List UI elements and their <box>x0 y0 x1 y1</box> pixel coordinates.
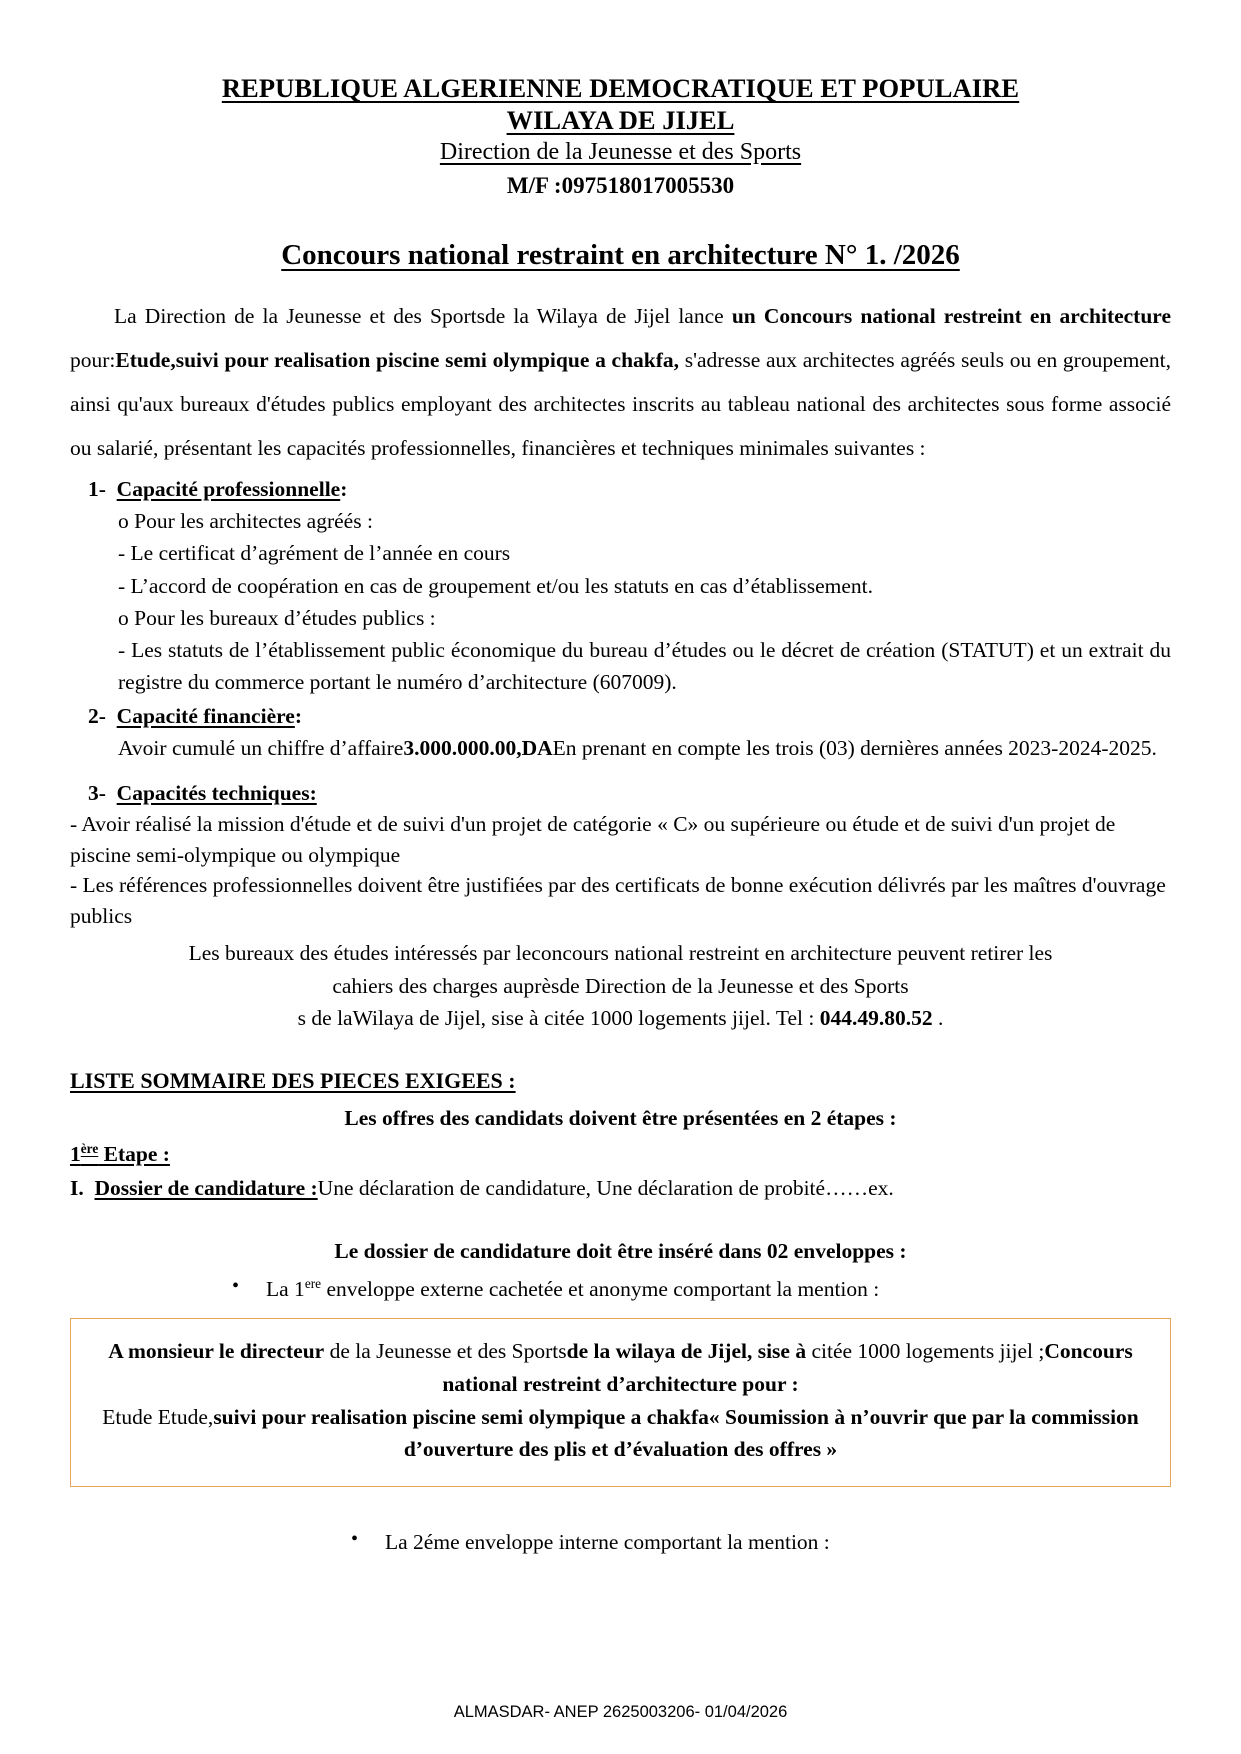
section-2-body <box>70 732 1171 764</box>
retrieval-phone: 044.49.80.52 <box>819 1005 933 1030</box>
section-3-line-2: - Les références professionnelles doivent être justifiées par des certificats de bonne exécution délivrés par les maîtres d'ouvrage publics <box>70 873 1166 928</box>
enveloppes-instruction: Le dossier de candidature doit être inséré dans 02 enveloppes : <box>334 1239 907 1264</box>
section-1-line-3: - L’accord de coopération en cas de groupement et/ou les statuts en cas d’établissement. <box>118 573 874 598</box>
retrieval-info-block <box>70 937 1171 1034</box>
box-concours-bold: Concours national restreint d’architecture pour : <box>442 1339 1133 1397</box>
intro-paragraph <box>70 294 1171 470</box>
section-2-title: Capacité financière <box>116 703 295 728</box>
header-mf-number: M/F :097518017005530 <box>506 172 735 198</box>
box-directeur-bold: A monsieur le directeur <box>108 1339 325 1364</box>
bullet-1-ordinal: ere <box>304 1276 322 1292</box>
box-text-1: de la Jeunesse et des Sports <box>324 1339 567 1364</box>
intro-part-3: s'adresse aux architectes agréés seuls ou en groupement, ainsi qu'aux bureaux d'études publics employant des architectes inscrits au tableau national des architectes sous forme associé ou salarié, présentant les capacités professionnelles, financières et techniques minimales suivantes : <box>70 347 1171 460</box>
retrieval-address: s de laWilaya de Jijel, sise à citée 1000 logements jijel. Tel : <box>297 1005 820 1030</box>
etape-1-label <box>70 1141 1171 1167</box>
box-soumission-bold: « Soumission à n’ouvrir que par la commission d’ouverture des plis et d’évaluation des offres » <box>403 1404 1139 1462</box>
liste-sommaire-title: LISTE SOMMAIRE DES PIECES EXIGEES : <box>70 1068 516 1094</box>
section-1-line-5: - Les statuts de l’établissement public économique du bureau d’études ou le décret de création (STATUT) et un extrait du registre du commerce portant le numéro d’architecture (607009). <box>118 638 1171 695</box>
box-suivi-bold: suivi pour realisation piscine semi olympique a chakfa <box>213 1404 709 1429</box>
intro-part-2: pour: <box>70 347 116 372</box>
section-2-text-pre: Avoir cumulé un chiffre d’affaire <box>118 735 404 760</box>
section-2-heading <box>70 701 1171 732</box>
section-3-title: Capacités techniques: <box>116 781 317 806</box>
retrieval-line3-end: . <box>932 1005 944 1030</box>
dossier-roman-numeral: I. <box>70 1176 84 1201</box>
retrieval-line-1: Les bureaux des études intéressés par leconcours national restreint en architecture peuvent retirer les <box>188 941 1053 966</box>
section-1-number: 1- <box>88 476 106 501</box>
box-wilaya-bold: de la wilaya de Jijel, sise à <box>566 1339 807 1364</box>
section-capacites-techniques <box>70 778 1171 931</box>
section-3-line-1: - Avoir réalisé la mission d'étude et de suivi d'un projet de catégorie « C» ou supérieure ou étude et de suivi d'un projet de piscine semi-olympique ou olympique <box>70 812 1116 867</box>
retrieval-line-2: cahiers des charges auprèsde Direction de la Jeunesse et des Sports <box>332 973 909 998</box>
dossier-text: Une déclaration de candidature, Une déclaration de probité……ex. <box>317 1176 894 1201</box>
page-footer: ALMASDAR- ANEP 2625003206- 01/04/2026 <box>453 1703 788 1721</box>
box-text-2: citée 1000 logements jijel ; <box>806 1339 1045 1364</box>
section-1-line-4: o Pour les bureaux d’études publics : <box>118 605 436 630</box>
section-1-colon: : <box>340 476 348 501</box>
header-wilaya-line: WILAYA DE JIJEL <box>506 105 735 136</box>
bullet-1-pre: La 1 <box>266 1277 305 1302</box>
dossier-label: Dossier de candidature : <box>94 1176 318 1201</box>
intro-bold-2: Etude,suivi pour realisation piscine semi olympique a chakfa, <box>115 347 680 372</box>
section-2-number: 2- <box>88 703 106 728</box>
section-2-colon: : <box>294 703 302 728</box>
section-1-line-1: o Pour les architectes agréés : <box>118 509 373 534</box>
section-1-line-2: - Le certificat d’agrément de l’année en cours <box>118 541 511 566</box>
section-capacite-professionnelle <box>70 474 1171 699</box>
dossier-candidature-item <box>70 1173 1171 1203</box>
bullet-enveloppe-2: • La 2éme enveloppe interne comportant la mention : <box>70 1527 1171 1557</box>
envelope-mention-box <box>70 1318 1171 1487</box>
etape-ordinal-suffix: ère <box>80 1141 99 1157</box>
section-capacite-financiere <box>70 701 1171 764</box>
offres-subtitle: Les offres des candidats doivent être présentées en 2 étapes : <box>344 1106 897 1131</box>
section-2-text-post: En prenant en compte les trois (03) dernières années 2023-2024-2025. <box>552 735 1157 760</box>
section-2-amount: 3.000.000.00,DA <box>403 735 553 760</box>
section-3-heading <box>70 778 1171 809</box>
intro-bold-1: un Concours national restreint en architecture <box>731 303 1171 328</box>
document-header <box>70 72 1171 201</box>
header-republic-line: REPUBLIQUE ALGERIENNE DEMOCRATIQUE ET POPULAIRE <box>221 73 1020 103</box>
section-3-number: 3- <box>88 781 106 806</box>
box-etude-text: Etude Etude, <box>102 1404 214 1429</box>
bullet-1-post: enveloppe externe cachetée et anonyme comportant la mention : <box>321 1277 880 1302</box>
etape-number: 1 <box>70 1142 81 1167</box>
page-title: Concours national restraint en architecture N° 1. /2026 <box>281 238 960 271</box>
intro-part-1: La Direction de la Jeunesse et des Sportsde la Wilaya de Jijel lance <box>114 303 732 328</box>
bullet-enveloppe-1 <box>70 1274 1171 1304</box>
section-1-heading <box>70 474 1171 505</box>
retrieval-line-3 <box>70 1002 1171 1034</box>
header-direction-line: Direction de la Jeunesse et des Sports <box>439 139 802 166</box>
section-1-title: Capacité professionnelle <box>116 476 341 501</box>
etape-word: Etape : <box>98 1142 170 1167</box>
